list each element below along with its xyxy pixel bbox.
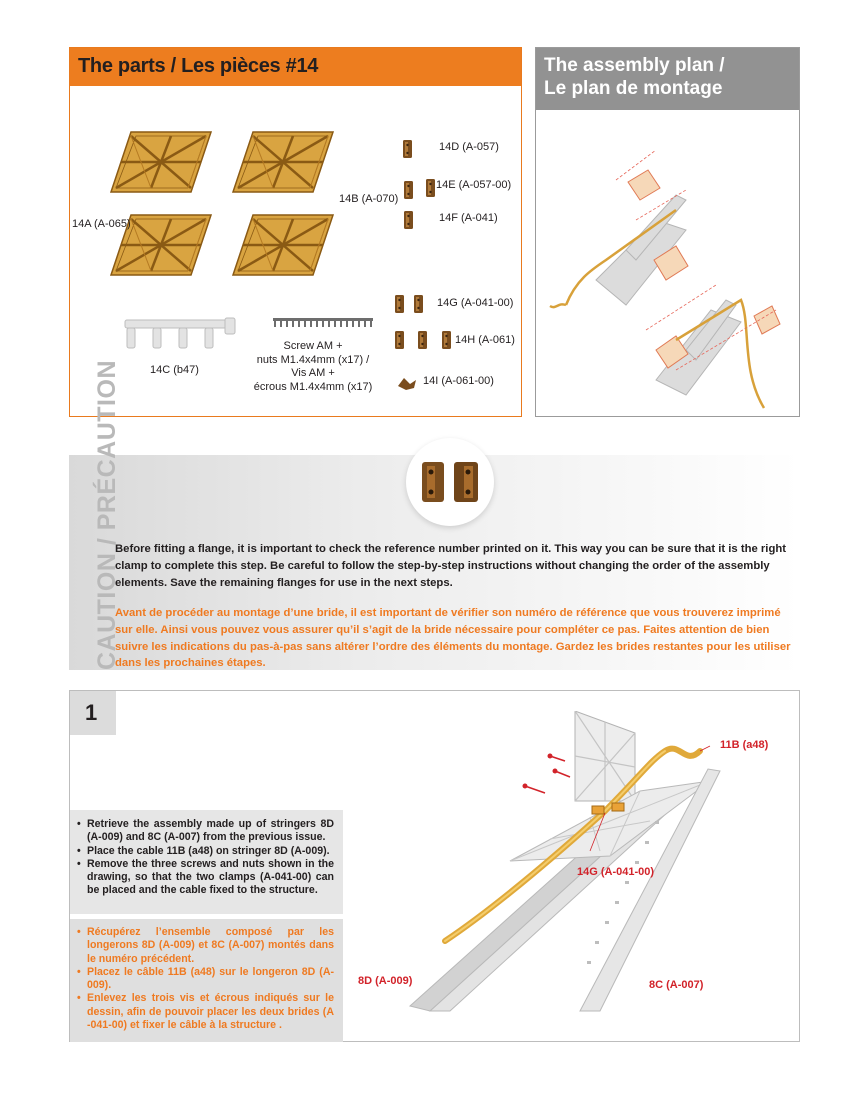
parts-title: The parts / Les pièces #14 [78,55,319,77]
assembly-title: The assembly plan / Le plan de montage [544,55,725,99]
part-14h-bracket [395,331,404,349]
label-14i: 14I (A-061-00) [423,375,494,387]
callout-stringer-8d: 8D (A-009) [358,975,413,987]
part-14g-bracket [395,295,404,313]
instruction-en-item: • Remove the three screws and nuts shown in the drawing, so that the two clamps (A-041-00) can be placed and the cable fixed to the structure. [77,858,334,898]
part-14b-lattice [233,132,333,192]
part-14c-clips [125,318,235,348]
part-14i-bracket [398,378,416,390]
label-14e: 14E (A-057-00) [436,179,512,191]
parts-panel [69,47,522,417]
caution-text-en: Before fitting a flange, it is important to check the reference number printed on it. This way you can be sure that it is the right clamp to complete this step. Be careful to follow the step-by-step instructions without changing the order of the assembly elements. Save the remaining flanges for use in the next steps. [115,543,787,589]
step-instructions-en [77,818,334,898]
instruction-en-item: • Retrieve the assembly made up of stringers 8D (A-009) and 8C (A-007) from the previous issue. [77,818,334,845]
part-14h-bracket-2 [418,331,427,349]
label-screws-line-1: Screw AM + [283,340,343,352]
callout-clamp: 14G (A-041-00) [577,866,655,878]
label-screws [248,340,378,394]
step-instructions-fr-box [70,919,343,1042]
label-14b: 14B (A-070) [339,193,399,205]
instruction-fr-item: • Placez le câble 11B (a48) sur le longeron 8D (A-009). [77,966,334,993]
label-14d: 14D (A-057) [439,141,499,153]
step-instructions-en-box [70,810,343,914]
label-screws-line-4: écrous M1.4x4mm (x17) [253,380,373,393]
label-screws-line-2: nuts M1.4x4mm (x17) / [256,353,370,366]
assembly-header [536,48,799,110]
part-14e-bracket [404,181,413,199]
part-14e-bracket-2 [426,179,435,197]
part-screws-row [273,318,373,327]
part-14d-bracket [403,140,412,158]
part-14h-bracket-3 [442,331,451,349]
caution-vertical-label [61,360,121,670]
part-14f-bracket [404,211,413,229]
label-14g: 14G (A-041-00) [437,297,514,309]
label-14c: 14C (b47) [150,364,199,376]
step-illustration [350,711,790,1031]
step-number-box [70,691,116,735]
step-panel [69,690,800,1042]
part-14a-lattice [111,132,211,192]
caution-flange-image [406,438,494,526]
instruction-fr-item: • Récupérez l’ensemble composé par les longerons 8D (A-009) et 8C (A-007) montés dans le numéro précédent. [77,926,334,966]
label-screws-line-3: Vis AM + [291,367,335,379]
part-14b-lattice-2 [233,215,333,275]
callout-stringer-8c: 8C (A-007) [649,979,704,991]
caution-vertical-text: CAUTION / PRÉCAUTION [93,360,121,670]
caution-text-fr: Avant de procéder au montage d’une bride, il est important de vérifier son numéro de référence que vous trouverez imprimé sur elle. Ainsi vous pouvez vous assurer qu’il s’agit de la bride nécessaire pour compléter ce pas. Faites attention de bien suivre les indications du pas-à-pas sans altérer l’ordre des éléments du montage. Gardez les brides restantes pour les utiliser dans les prochaines étapes. [115,607,791,670]
step-instructions-fr [77,926,334,1032]
callout-cable: 11B (a48) [720,739,769,751]
label-14a: 14A (A-065) [72,218,131,230]
assembly-panel [535,47,800,417]
step-number: 1 [85,700,98,725]
flange-pair-icon [406,438,494,526]
part-14g-bracket-2 [414,295,423,313]
label-14f: 14F (A-041) [439,212,498,224]
assembly-illustration [536,110,798,415]
label-14h: 14H (A-061) [455,334,515,346]
instruction-fr-item: • Enlevez les trois vis et écrous indiqués sur le dessin, afin de pouvoir placer les deux brides (A -041-00) et fixer le câble à la structure . [77,992,334,1032]
instruction-en-item: • Place the cable 11B (a48) on stringer 8D (A-009). [77,845,334,858]
